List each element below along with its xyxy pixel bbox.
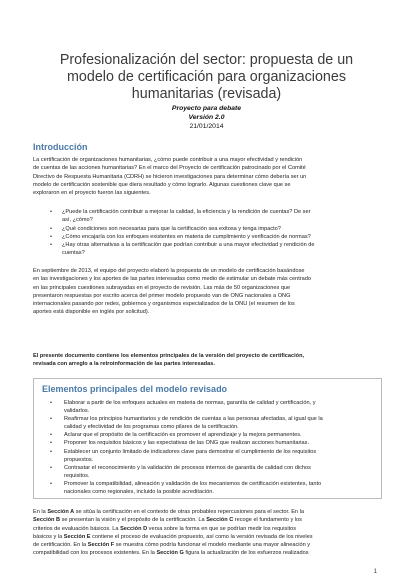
- text-line: de certificación. En la Sección F se muestra cómo podría funcionar el modelo mediante una mayor alineación y: [33, 542, 311, 549]
- text-line: La certificación de organizaciones humanitarias, ¿cómo puede contribuir a una mayor efectividad y rendición: [33, 157, 303, 163]
- text-line: básicos y la Sección E contiene el proceso de evaluación propuesto, así como la versión revisada de los niveles: [33, 533, 313, 540]
- title-line: modelo de certificación para organizaciones: [67, 69, 346, 85]
- intro-paragraph: [33, 156, 377, 197]
- document-meta: [0, 104, 413, 131]
- list-item: • Promover la compatibilidad, alineación y validación de los mecanismos de certificación existentes, tanto nacionales como regionales, incluido la posible acreditación.: [50, 480, 322, 496]
- draft-label: Proyecto para debate: [171, 105, 242, 112]
- bullet-icon: •: [50, 233, 52, 240]
- text-line: modelo de certificación sostenible que diera resultado y cómo lograrlo. Algunas cuestiones clave que se: [33, 181, 291, 188]
- text-line: de cuentas de las acciones humanitarias? En el marco del Proyecto de certificación patrocinado por el Comité: [33, 165, 306, 172]
- date-label: 21/01/2014: [189, 123, 224, 130]
- bullet-icon: •: [50, 209, 52, 215]
- key-questions-list: [50, 208, 382, 258]
- bullet-icon: •: [50, 480, 52, 487]
- text-line: en las principales cuestiones subrayadas en el proyecto de revisión. Las más de 50 organizaciones que: [33, 284, 291, 291]
- bullet-icon: •: [50, 225, 52, 232]
- text-line: En la Sección A se sitúa la certificación en el contexto de otras probables repercusiones para el sector. En la: [33, 509, 304, 515]
- text-line: En septiembre de 2013, el equipo del proyecto elaboró la propuesta de un modelo de certificación basándose: [33, 268, 305, 274]
- text-line: El presente documento contiene los elementos principales de la versión del proyecto de certificación,: [33, 353, 305, 359]
- text-line: presentaron respuestas por escrito acerca del primer modelo propuesto van de ONG nacionales a ONG: [33, 292, 291, 299]
- list-item: • ¿Hay otras alternativas a la certificación que podrían contribuir a una mayor efectividad y rendición de cuentas?: [50, 242, 315, 257]
- list-item: • Contrastar el reconocimiento y la validación de procesos internos de garantía de calidad con dichos requisitos.: [50, 464, 311, 479]
- page-number: 1: [373, 569, 377, 575]
- text-line: revisada con arreglo a la retroinformación de las partes interesadas.: [33, 361, 215, 368]
- key-elements-box: [33, 378, 382, 499]
- bullet-icon: •: [50, 440, 52, 447]
- bold-paragraph: [33, 352, 377, 369]
- sections-paragraph: [33, 508, 377, 558]
- title-line: Profesionalización del sector: propuesta de un: [59, 52, 354, 68]
- title-line: humanitarias (revisada): [131, 86, 282, 102]
- document-title: [40, 52, 373, 103]
- key-elements-list: [50, 399, 323, 496]
- intro-heading: Introducción: [33, 142, 88, 152]
- list-item: • Aclarar que el propósito de la certificación es promover el aprendizaje y la mejora permanentes.: [50, 432, 302, 439]
- list-item: • Proponer los requisitos básicos y las expectativas de las ONG que realizan acciones humanitarias.: [50, 440, 310, 447]
- list-item: • Elaborar a partir de los enfoques actuales en materia de normas, garantía de calidad y certificación, y validarlos.: [50, 400, 316, 415]
- text-line: criterios de evaluación básicos. La Sección D versa sobre la forma en que se podrían medir los requisitos: [33, 525, 297, 532]
- list-item: • ¿Qué condiciones son necesarias para que la certificación sea exitosa y tenga impacto?: [50, 225, 281, 232]
- box-heading: Elementos principales del modelo revisado: [42, 384, 228, 394]
- text-line: compatibilidad con los procesos existentes. En la Sección G figura la actualización de los esfuerzos realizados: [33, 550, 309, 557]
- list-item: • ¿Puede la certificación contribuir a mejorar la calidad, la eficiencia y la rendición de cuentas? De ser así, ¿cómo?: [50, 209, 311, 224]
- text-line: Sección B se presentan la visión y el propósito de la certificación. La Sección C recoge el fundamento y los: [33, 517, 302, 524]
- text-line: Directivo de Respuesta Humanitaria (CDRH) se hicieron investigaciones para determinar cómo debería ser un: [33, 173, 307, 180]
- list-item: • ¿Cómo encajaría con los enfoques existentes en materia de cumplimiento y verificación de normas?: [50, 233, 311, 240]
- bullet-icon: •: [50, 416, 52, 423]
- list-item: • Establecer un conjunto limitado de indicadores clave para demostrar el cumplimiento de los requisitos propuestos.: [50, 448, 317, 463]
- text-line: en las investigaciones y los aportes de las partes interesadas como medio de estimular un debate más centrado: [33, 276, 311, 283]
- body-paragraph: [33, 267, 377, 317]
- bullet-icon: •: [50, 448, 52, 455]
- bullet-icon: •: [50, 400, 52, 406]
- text-line: internacionales pasando por redes, gobiernos y organismos especializados de la ONU (el resumen de los: [33, 301, 295, 308]
- list-item: • Reafirmar los principios humanitarios y de rendición de cuentas a las personas afectadas, al igual que la calidad y efectividad de los programas como pilares de la certificación.: [50, 416, 323, 431]
- bullet-icon: •: [50, 464, 52, 471]
- bullet-icon: •: [50, 242, 52, 249]
- version-label: Versión 2.0: [188, 114, 225, 121]
- bullet-icon: •: [50, 432, 52, 439]
- text-line: aportes está disponible en inglés por solicitud).: [33, 309, 150, 316]
- text-line: exploraron en el proyecto fueron las siguientes.: [33, 190, 151, 197]
